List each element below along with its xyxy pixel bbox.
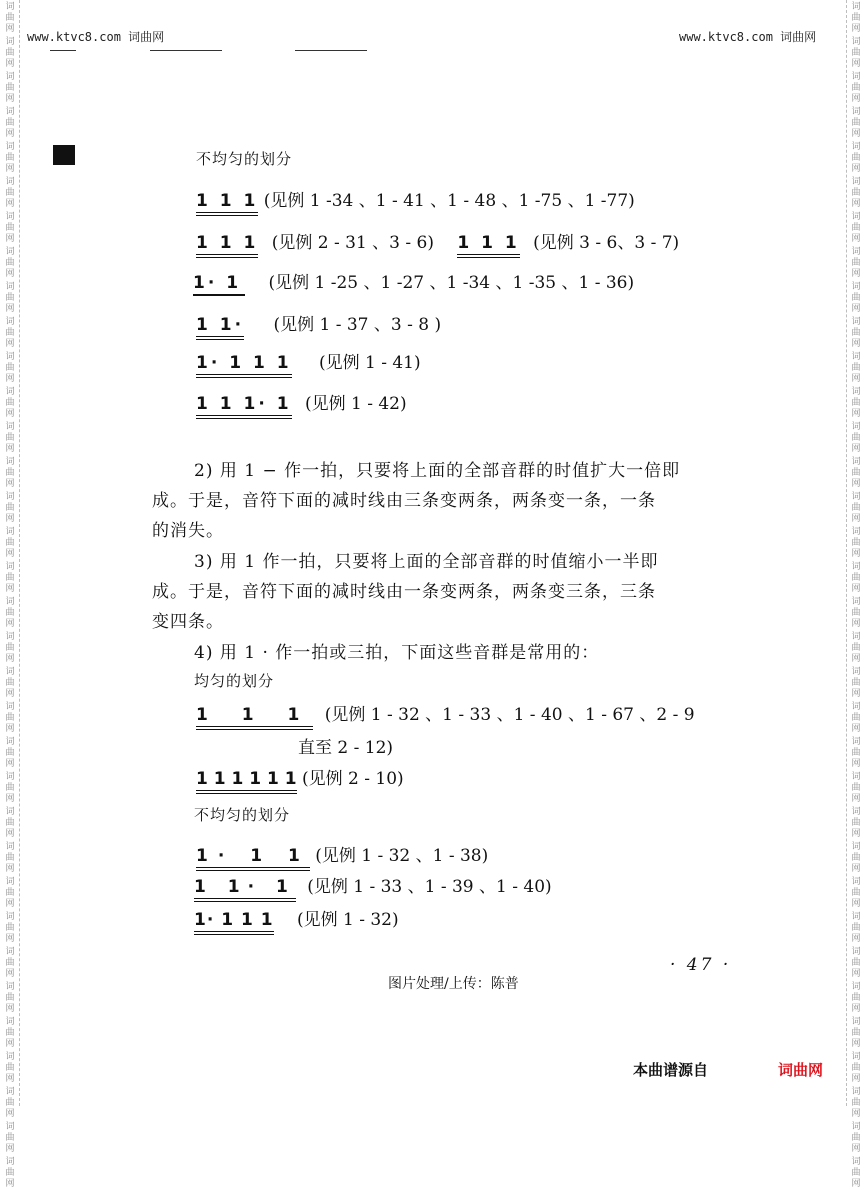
margin-watermark-glyph: 曲 (5, 713, 15, 723)
note-group: 1· 1 1 (196, 846, 310, 871)
margin-watermark-glyph: 曲 (5, 958, 15, 968)
margin-watermark-glyph: 词 (851, 492, 861, 502)
margin-watermark-glyph: 曲 (5, 1028, 15, 1038)
source-brand: 词曲网 (778, 1061, 824, 1079)
note-group: 1· 1 1 1 (196, 353, 292, 378)
margin-watermark-glyph: 词 (851, 37, 861, 47)
margin-watermark-glyph: 曲 (851, 888, 861, 898)
margin-watermark-glyph: 词 (5, 72, 15, 82)
margin-watermark-glyph: 词 (851, 142, 861, 152)
margin-watermark-glyph: 网 (5, 1109, 15, 1119)
margin-watermark-glyph: 曲 (851, 188, 861, 198)
margin-watermark-glyph: 词 (851, 842, 861, 852)
section-title-uneven: 不均匀的划分 (196, 150, 293, 168)
margin-watermark-glyph: 曲 (5, 1133, 15, 1143)
margin-watermark-glyph: 曲 (851, 433, 861, 443)
margin-watermark-glyph: 曲 (851, 258, 861, 268)
margin-watermark-glyph: 网 (5, 374, 15, 384)
header-rule (295, 50, 367, 51)
margin-watermark-glyph: 网 (851, 409, 861, 419)
margin-watermark-glyph: 网 (5, 794, 15, 804)
margin-watermark-glyph: 网 (851, 584, 861, 594)
margin-watermark-glyph: 词 (851, 177, 861, 187)
margin-watermark-glyph: 曲 (5, 13, 15, 23)
example-reference: (见例 2 - 31 、3 - 6) (271, 233, 434, 253)
example-reference: (见例 1 - 32) (296, 910, 399, 930)
margin-watermark-glyph: 词 (5, 317, 15, 327)
notation-row (196, 764, 404, 789)
margin-watermark-glyph: 词 (851, 912, 861, 922)
margin-watermark-glyph: 网 (851, 689, 861, 699)
margin-watermark-glyph: 词 (5, 1017, 15, 1027)
margin-watermark-glyph: 曲 (5, 188, 15, 198)
notation-row (193, 268, 634, 293)
margin-watermark-glyph: 曲 (5, 398, 15, 408)
margin-watermark-glyph: 曲 (851, 153, 861, 163)
margin-watermark-glyph: 曲 (851, 1098, 861, 1108)
margin-watermark-glyph: 词 (5, 947, 15, 957)
margin-watermark-glyph: 词 (851, 877, 861, 887)
margin-watermark-glyph: 词 (5, 632, 15, 642)
margin-watermark-glyph: 网 (5, 759, 15, 769)
margin-watermark-glyph: 词 (5, 282, 15, 292)
margin-watermark-glyph: 曲 (5, 223, 15, 233)
margin-watermark-glyph: 曲 (851, 83, 861, 93)
margin-watermark-glyph: 曲 (5, 363, 15, 373)
margin-watermark-glyph: 曲 (851, 713, 861, 723)
margin-watermark-glyph: 网 (5, 514, 15, 524)
margin-watermark-glyph: 网 (851, 1004, 861, 1014)
margin-watermark-glyph: 曲 (5, 83, 15, 93)
margin-watermark-glyph: 网 (851, 24, 861, 34)
example-reference: (见例 1 - 32 、1 - 38) (315, 846, 489, 866)
margin-watermark-glyph: 网 (851, 444, 861, 454)
page-number: · 47 · (670, 955, 732, 975)
margin-watermark-glyph: 词 (851, 247, 861, 257)
margin-watermark-glyph: 曲 (5, 993, 15, 1003)
margin-watermark-glyph: 网 (851, 794, 861, 804)
margin-watermark-glyph: 网 (851, 304, 861, 314)
margin-watermark-glyph: 网 (5, 829, 15, 839)
margin-watermark-glyph: 曲 (5, 573, 15, 583)
margin-watermark-glyph: 曲 (5, 783, 15, 793)
margin-watermark-glyph: 词 (5, 1157, 15, 1167)
example-reference: (见例 1 - 42) (304, 394, 407, 414)
margin-watermark-glyph: 曲 (851, 398, 861, 408)
margin-watermark-glyph: 曲 (5, 923, 15, 933)
margin-watermark-glyph: 曲 (5, 293, 15, 303)
example-reference: (见例 1 - 33 、1 - 39 、1 - 40) (307, 877, 552, 897)
margin-watermark-glyph: 词 (5, 702, 15, 712)
note-group: 1 1· 1 (194, 877, 296, 902)
margin-watermark-glyph: 词 (851, 1052, 861, 1062)
margin-watermark-glyph: 词 (851, 107, 861, 117)
margin-watermark-glyph: 词 (851, 807, 861, 817)
margin-watermark-glyph: 词 (5, 1122, 15, 1132)
margin-watermark-glyph: 词 (851, 1017, 861, 1027)
margin-watermark-glyph: 曲 (851, 608, 861, 618)
margin-watermark-glyph: 网 (5, 864, 15, 874)
margin-watermark-glyph: 词 (5, 177, 15, 187)
margin-watermark-glyph: 网 (851, 59, 861, 69)
margin-watermark-glyph: 曲 (851, 1028, 861, 1038)
margin-watermark-glyph: 网 (5, 339, 15, 349)
note-group: 1· 1 1 1 (194, 910, 274, 935)
left-margin-watermark (3, 0, 20, 1189)
margin-watermark-glyph: 网 (851, 94, 861, 104)
margin-watermark-glyph: 词 (5, 37, 15, 47)
margin-watermark-glyph: 曲 (851, 328, 861, 338)
margin-watermark-glyph: 网 (851, 479, 861, 489)
note-group: 1 1 1 (457, 233, 519, 258)
margin-watermark-glyph: 曲 (851, 118, 861, 128)
note-group: 1 1 1 1 1 1 (196, 769, 297, 794)
upload-credit: 图片处理/上传：陈普 (388, 976, 519, 992)
margin-watermark-glyph: 词 (5, 2, 15, 12)
margin-watermark-glyph: 词 (5, 1052, 15, 1062)
margin-watermark-glyph: 曲 (851, 678, 861, 688)
margin-watermark-glyph: 曲 (5, 748, 15, 758)
margin-watermark-glyph: 词 (851, 2, 861, 12)
margin-watermark-glyph: 词 (851, 282, 861, 292)
margin-watermark-glyph: 网 (851, 654, 861, 664)
notation-row (196, 186, 635, 211)
margin-watermark-glyph: 曲 (5, 538, 15, 548)
header-rule (150, 50, 222, 51)
margin-watermark-glyph: 网 (5, 269, 15, 279)
margin-watermark-glyph: 词 (851, 72, 861, 82)
margin-watermark-glyph: 网 (851, 374, 861, 384)
margin-watermark-glyph: 网 (851, 129, 861, 139)
margin-watermark-glyph: 曲 (5, 818, 15, 828)
margin-watermark-glyph: 网 (851, 549, 861, 559)
notation-row (196, 841, 488, 866)
paragraph-line: 成。于是，音符下面的减时线由一条变两条，两条变三条，三条 (152, 582, 656, 602)
margin-watermark-glyph: 词 (5, 142, 15, 152)
margin-watermark-glyph: 曲 (851, 573, 861, 583)
margin-watermark-glyph: 曲 (851, 468, 861, 478)
margin-watermark-glyph: 曲 (5, 258, 15, 268)
margin-watermark-glyph: 词 (851, 562, 861, 572)
margin-watermark-glyph: 词 (851, 1122, 861, 1132)
margin-watermark-glyph: 词 (5, 352, 15, 362)
margin-watermark-glyph: 网 (5, 164, 15, 174)
margin-watermark-glyph: 词 (5, 562, 15, 572)
section-title-even: 均匀的划分 (194, 672, 275, 690)
margin-watermark-glyph: 网 (851, 619, 861, 629)
margin-watermark-glyph: 曲 (851, 853, 861, 863)
right-margin-watermark (846, 0, 863, 1189)
margin-watermark-glyph: 网 (851, 864, 861, 874)
margin-watermark-glyph: 曲 (5, 1168, 15, 1178)
margin-watermark-glyph: 曲 (5, 678, 15, 688)
margin-watermark-glyph: 网 (851, 339, 861, 349)
paragraph-line: 3) 用 1 作一拍，只要将上面的全部音群的时值缩小一半即 (194, 552, 659, 572)
margin-watermark-glyph: 曲 (851, 818, 861, 828)
margin-watermark-glyph: 曲 (5, 328, 15, 338)
margin-watermark-glyph: 词 (5, 387, 15, 397)
margin-watermark-glyph: 曲 (5, 118, 15, 128)
margin-watermark-glyph: 词 (5, 667, 15, 677)
note-group: 1· 1 (193, 273, 245, 296)
margin-watermark-glyph: 词 (5, 492, 15, 502)
margin-watermark-glyph: 词 (5, 1087, 15, 1097)
margin-watermark-glyph: 曲 (5, 468, 15, 478)
margin-watermark-glyph: 曲 (851, 293, 861, 303)
margin-watermark-glyph: 网 (851, 1074, 861, 1084)
notation-row (196, 348, 421, 373)
note-group: 1 1 1· 1 (196, 394, 292, 419)
margin-watermark-glyph: 网 (851, 1109, 861, 1119)
margin-watermark-glyph: 网 (5, 1004, 15, 1014)
margin-watermark-glyph: 曲 (851, 748, 861, 758)
margin-watermark-glyph: 曲 (5, 888, 15, 898)
margin-watermark-glyph: 曲 (851, 923, 861, 933)
margin-watermark-glyph: 曲 (851, 958, 861, 968)
margin-watermark-glyph: 网 (851, 829, 861, 839)
example-reference-continued: 直至 2 - 12) (298, 738, 394, 758)
section-marker (53, 145, 75, 165)
example-reference: (见例 3 - 6、3 - 7) (533, 233, 680, 253)
margin-watermark-glyph: 曲 (851, 643, 861, 653)
margin-watermark-glyph: 词 (5, 247, 15, 257)
margin-watermark-glyph: 网 (5, 724, 15, 734)
margin-watermark-glyph: 网 (851, 899, 861, 909)
margin-watermark-glyph: 网 (5, 234, 15, 244)
paragraph-line: 的消失。 (152, 521, 224, 541)
margin-watermark-glyph: 网 (851, 1144, 861, 1154)
notation-row (196, 310, 441, 335)
margin-watermark-glyph: 网 (5, 654, 15, 664)
margin-watermark-glyph: 网 (5, 94, 15, 104)
margin-watermark-glyph: 词 (851, 527, 861, 537)
margin-watermark-glyph: 词 (5, 457, 15, 467)
note-group: 1 1 1 (196, 191, 258, 216)
margin-watermark-glyph: 网 (851, 934, 861, 944)
margin-watermark-glyph: 网 (5, 549, 15, 559)
margin-watermark-glyph: 词 (851, 632, 861, 642)
margin-watermark-glyph: 网 (851, 269, 861, 279)
example-reference: (见例 1 -25 、1 -27 、1 -34 、1 -35 、1 - 36) (268, 273, 635, 293)
example-reference: (见例 1 - 32 、1 - 33 、1 - 40 、1 - 67 、2 - 9 (324, 705, 695, 725)
margin-watermark-glyph: 曲 (851, 13, 861, 23)
margin-watermark-glyph: 词 (851, 947, 861, 957)
margin-watermark-glyph: 曲 (851, 993, 861, 1003)
example-reference: (见例 1 - 41) (318, 353, 421, 373)
margin-watermark-glyph: 词 (851, 422, 861, 432)
paragraph-line: 4) 用 1 · 作一拍或三拍，下面这些音群是常用的： (194, 643, 600, 663)
margin-watermark-glyph: 曲 (851, 783, 861, 793)
margin-watermark-glyph: 词 (851, 317, 861, 327)
margin-watermark-glyph: 词 (851, 737, 861, 747)
margin-watermark-glyph: 曲 (851, 48, 861, 58)
margin-watermark-glyph: 曲 (5, 608, 15, 618)
margin-watermark-glyph: 词 (5, 842, 15, 852)
margin-watermark-glyph: 网 (851, 724, 861, 734)
margin-watermark-glyph: 网 (5, 129, 15, 139)
notation-row (194, 905, 399, 930)
note-group: 1 1· (196, 315, 244, 340)
paragraph-line: 2) 用 1 − 作一拍，只要将上面的全部音群的时值扩大一倍即 (194, 461, 681, 481)
margin-watermark-glyph: 网 (851, 164, 861, 174)
margin-watermark-glyph: 网 (5, 1179, 15, 1189)
margin-watermark-glyph: 词 (851, 702, 861, 712)
margin-watermark-glyph: 网 (5, 619, 15, 629)
margin-watermark-glyph: 词 (851, 772, 861, 782)
margin-watermark-glyph: 曲 (851, 538, 861, 548)
margin-watermark-glyph: 网 (851, 514, 861, 524)
margin-watermark-glyph: 词 (851, 352, 861, 362)
site-watermark-left: www.ktvc8.com 词曲网 (27, 30, 165, 44)
margin-watermark-glyph: 网 (5, 899, 15, 909)
margin-watermark-glyph: 网 (5, 59, 15, 69)
margin-watermark-glyph: 网 (5, 444, 15, 454)
margin-watermark-glyph: 网 (5, 969, 15, 979)
margin-watermark-glyph: 网 (5, 479, 15, 489)
margin-watermark-glyph: 曲 (5, 433, 15, 443)
site-watermark-right: www.ktvc8.com 词曲网 (679, 30, 817, 44)
margin-watermark-glyph: 词 (851, 1087, 861, 1097)
margin-watermark-glyph: 词 (851, 982, 861, 992)
margin-watermark-glyph: 词 (5, 737, 15, 747)
margin-watermark-glyph: 网 (5, 1039, 15, 1049)
margin-watermark-glyph: 曲 (5, 153, 15, 163)
margin-watermark-glyph: 词 (5, 772, 15, 782)
header-rule (50, 50, 76, 51)
note-group: 1 1 1 (196, 233, 258, 258)
notation-row (196, 389, 407, 414)
margin-watermark-glyph: 网 (851, 969, 861, 979)
margin-watermark-glyph: 词 (5, 597, 15, 607)
notation-row (196, 228, 679, 253)
margin-watermark-glyph: 词 (5, 807, 15, 817)
margin-watermark-glyph: 词 (5, 212, 15, 222)
margin-watermark-glyph: 词 (5, 912, 15, 922)
margin-watermark-glyph: 词 (851, 457, 861, 467)
margin-watermark-glyph: 词 (5, 527, 15, 537)
margin-watermark-glyph: 网 (851, 199, 861, 209)
margin-watermark-glyph: 曲 (5, 853, 15, 863)
margin-watermark-glyph: 词 (851, 1157, 861, 1167)
notation-row (196, 700, 695, 725)
margin-watermark-glyph: 词 (5, 877, 15, 887)
margin-watermark-glyph: 网 (851, 1179, 861, 1189)
example-reference: (见例 2 - 10) (301, 769, 404, 789)
margin-watermark-glyph: 曲 (5, 503, 15, 513)
source-label: 本曲谱源自 (633, 1061, 709, 1079)
notation-row (194, 872, 552, 897)
margin-watermark-glyph: 曲 (5, 1063, 15, 1073)
margin-watermark-glyph: 曲 (5, 643, 15, 653)
paragraph-line: 成。于是，音符下面的减时线由三条变两条，两条变一条，一条 (152, 491, 656, 511)
paragraph-line: 变四条。 (152, 612, 224, 632)
margin-watermark-glyph: 曲 (851, 503, 861, 513)
margin-watermark-glyph: 网 (5, 1074, 15, 1084)
margin-watermark-glyph: 曲 (851, 1133, 861, 1143)
margin-watermark-glyph: 网 (851, 234, 861, 244)
margin-watermark-glyph: 曲 (851, 363, 861, 373)
note-group: 1 1 1 (196, 705, 313, 730)
margin-watermark-glyph: 网 (5, 199, 15, 209)
margin-watermark-glyph: 网 (851, 759, 861, 769)
margin-watermark-glyph: 词 (851, 597, 861, 607)
margin-watermark-glyph: 网 (5, 304, 15, 314)
margin-watermark-glyph: 网 (5, 584, 15, 594)
margin-watermark-glyph: 网 (851, 1039, 861, 1049)
margin-watermark-glyph: 词 (851, 667, 861, 677)
margin-watermark-glyph: 曲 (851, 1063, 861, 1073)
example-reference: (见例 1 - 37 、3 - 8 ) (273, 315, 442, 335)
margin-watermark-glyph: 曲 (5, 1098, 15, 1108)
margin-watermark-glyph: 词 (5, 422, 15, 432)
margin-watermark-glyph: 词 (851, 212, 861, 222)
margin-watermark-glyph: 网 (5, 24, 15, 34)
margin-watermark-glyph: 网 (5, 934, 15, 944)
margin-watermark-glyph: 网 (5, 689, 15, 699)
margin-watermark-glyph: 曲 (851, 1168, 861, 1178)
margin-watermark-glyph: 网 (5, 409, 15, 419)
example-reference: (见例 1 -34 、1 - 41 、1 - 48 、1 -75 、1 -77) (263, 191, 635, 211)
margin-watermark-glyph: 曲 (851, 223, 861, 233)
section-title-uneven: 不均匀的划分 (194, 806, 291, 824)
margin-watermark-glyph: 网 (5, 1144, 15, 1154)
margin-watermark-glyph: 词 (5, 107, 15, 117)
margin-watermark-glyph: 词 (5, 982, 15, 992)
margin-watermark-glyph: 曲 (5, 48, 15, 58)
margin-watermark-glyph: 词 (851, 387, 861, 397)
